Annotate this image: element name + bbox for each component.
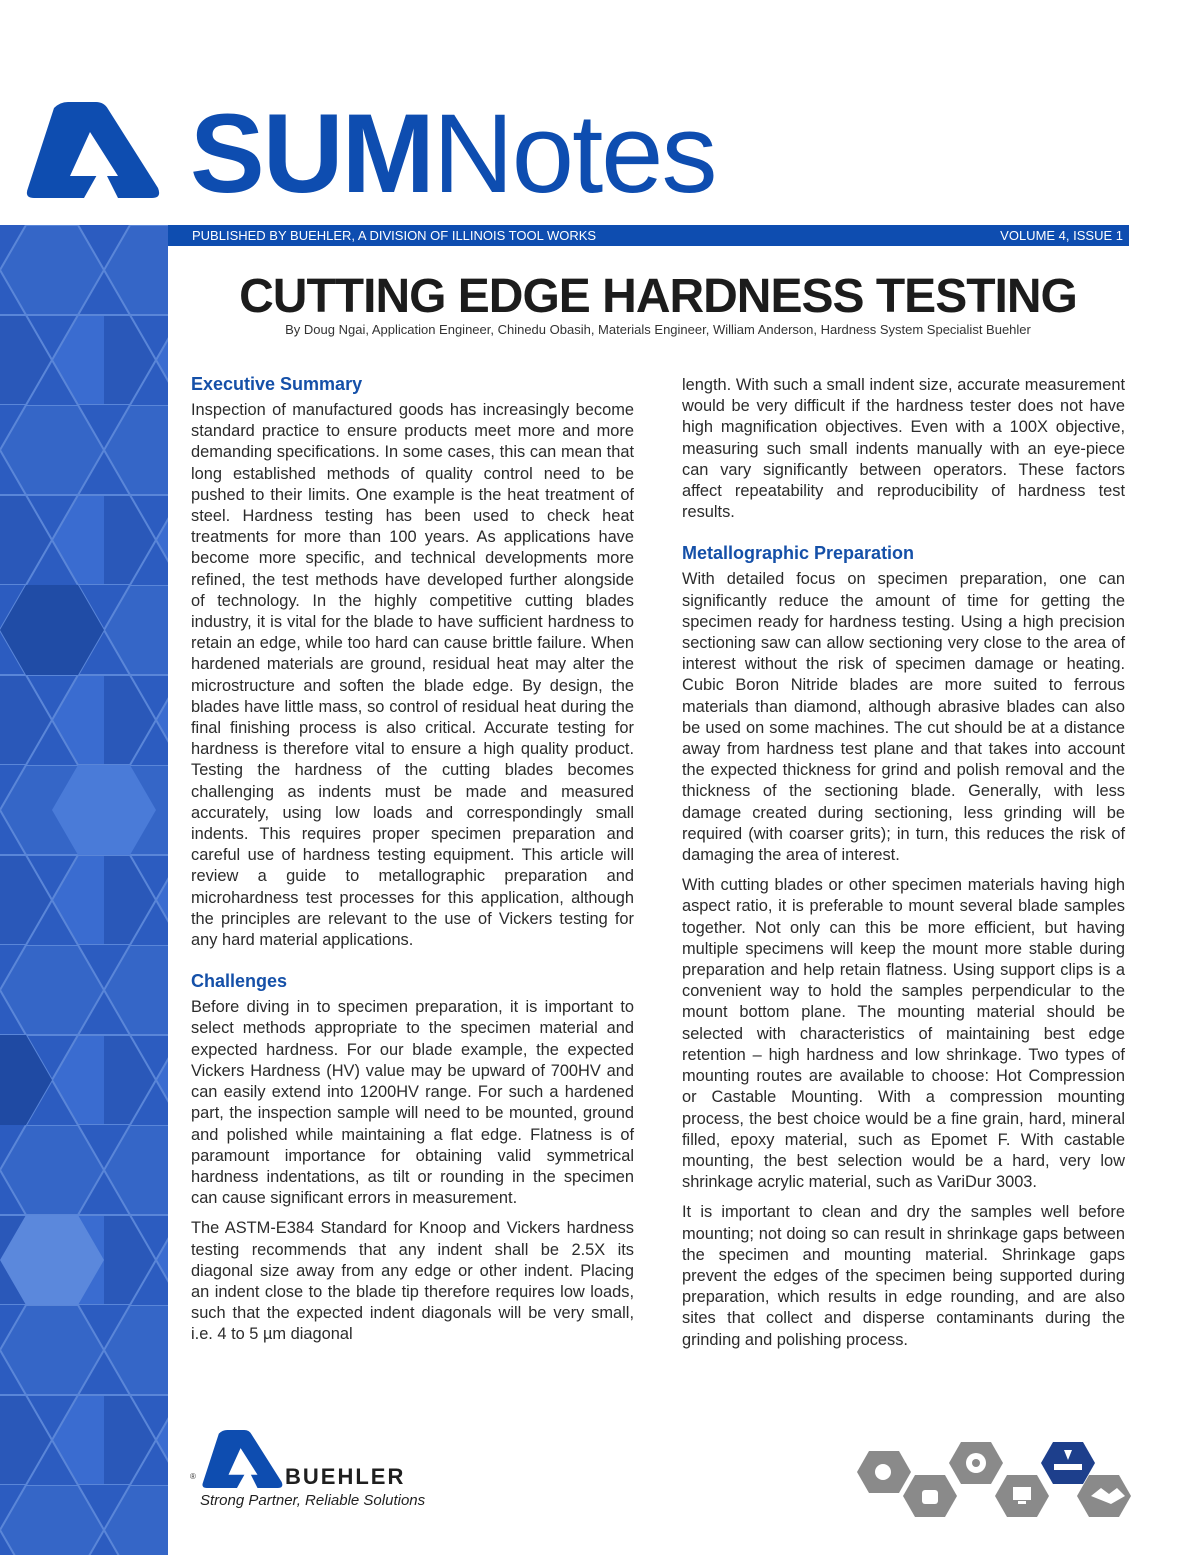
section-heading: Executive Summary [191, 374, 363, 394]
buehler-logo-icon [200, 1430, 286, 1488]
section-challenges [191, 969, 634, 1345]
process-icons [855, 1438, 1135, 1518]
paragraph: Inspection of manufactured goods has increasingly become standard practice to ensure products meet more and more demanding specifications. In some cases, this can mean that long established methods of quality control need to be pushed to their limits. One example is the heat treatment of steel. Hardness testing has been used to check heat treatments for more than 100 years. As applications have become more specific, and technical developments more refined, the test methods have developed further alongside of technology. In the highly competitive cutting blades industry, it is vital for the blade to have sufficient hardness to retain an edge, while too hard can cause brittle failure. When hardened materials are ground, residual heat may alter the microstructure and soften the blade edge. By design, the blades have little mass, so control of residual heat during the final finishing process is also critical. Accurate testing for hardness is therefore vital to ensure a high quality product. Testing the hardness of the cutting blades becomes challenging as indents must be made and measured accurately, using low loads and correspondingly small indents. This requires proper specimen preparation and careful use of hardness testing equipment. This article will review a guide to metallographic preparation and microhardness test processes for this application, although the principles are relevant to the use of Vickers testing for any hard material applications. [191, 401, 634, 950]
section-heading: Metallographic Preparation [682, 543, 915, 564]
hexagon-pattern [0, 225, 168, 1555]
brand-title [190, 84, 715, 224]
company-tagline: Strong Partner, Reliable Solutions [200, 1492, 426, 1509]
company-name: BUEHLER [285, 1464, 406, 1489]
sectioning-icon [857, 1451, 911, 1493]
volume-issue: VOLUME 4, ISSUE 1 [1000, 228, 1123, 243]
continued-paragraph [682, 375, 1125, 523]
brand-sum: SUM [190, 91, 433, 216]
left-column [191, 372, 634, 1364]
paragraph: With detailed focus on specimen preparation, one can significantly reduce the amount of time for getting the specimen ready for hardness testing. Using a high precision sectioning saw can allow sectioning very close to the area of interest without the risk of specimen damage or heating. Cubic Boron Nitride blades are more suited to ferrous materials than diamond, although abrasive blades can also be used on some machines. The cut should be at a distance away from hardness test plane and that takes into account the expected thickness for grind and polish removal and the thickness of the sectioning blade. Generally, with less damage created during sectioning, less grinding will be required (with coarser grits); in turn, this reduces the risk of damaging the area of interest. [682, 570, 1125, 865]
brand-notes: Notes [432, 91, 716, 216]
buehler-logo-icon [26, 102, 162, 198]
analysis-icon [995, 1475, 1049, 1517]
publisher-text: PUBLISHED BY BUEHLER, A DIVISION OF ILLINOIS TOOL WORKS [192, 228, 597, 243]
paragraph: It is important to clean and dry the samples well before mounting; not doing so can result in shrinkage gaps between the specimen and mounting material. Shrinkage gaps prevent the edges of the specimen being supported during preparation, which results in edge rounding, and are also sites that collect and disperse contaminants during the grinding and polishing process. [682, 1203, 1125, 1349]
section-executive-summary [191, 372, 634, 951]
hexagon-sidebar [0, 225, 168, 1555]
article-byline: By Doug Ngai, Application Engineer, Chinedu Obasih, Materials Engineer, William Anderson, Hardness System Specialist Buehler [285, 322, 1031, 337]
right-column [682, 375, 1125, 1369]
footer-logo [190, 1430, 450, 1512]
section-heading: Challenges [191, 971, 288, 992]
publisher-bar [168, 225, 1129, 246]
paragraph: length. With such a small indent size, accurate measurement would be very difficult if the hardness tester does not have high magnification objectives. Even with a 100X objective, measuring such small indents manually with an eye-piece can vary significantly between operators. These factors affect repeatability and reproducibility of hardness test results. [682, 376, 1125, 522]
handshake-icon [1077, 1475, 1131, 1517]
registered-mark: ® [190, 1472, 196, 1481]
hardness-testing-icon [1041, 1442, 1095, 1484]
mounting-icon [903, 1475, 957, 1517]
masthead [0, 0, 1200, 225]
grinding-polishing-icon [949, 1442, 1003, 1484]
paragraph: The ASTM-E384 Standard for Knoop and Vickers hardness testing recommends that any indent shall be 2.5X its diagonal size away from any edge or other indent. Placing an indent close to the blade tip therefore requires low loads, such that the expected indent diagonals will be very small, i.e. 4 to 5 µm diagonal [191, 1219, 634, 1344]
section-metallographic-preparation [682, 541, 1125, 1350]
article-title: CUTTING EDGE HARDNESS TESTING [239, 270, 1077, 323]
paragraph: With cutting blades or other specimen materials having high aspect ratio, it is preferable to mount several blade samples together. Not only can this be more efficient, but having multiple specimens will keep the mount more stable during preparation and help retain flatness. Using support clips is a convenient way to hold the samples perpendicular to the mount bottom plane. The mounting material should be selected with characteristics of maintaining best edge retention – high hardness and low shrinkage. Two types of mounting routes are available to choose: Hot Compression or Castable Mounting. With a compression mounting process, the best choice would be a fine grain, hard, mineral filled, epoxy material, such as Epomet F. With castable mounting, the best selection would be a hard, very low shrinkage acrylic material, such as VariDur 3003. [682, 876, 1125, 1192]
paragraph: Before diving in to specimen preparation, it is important to select methods appropriate to the specimen material and expected hardness. For our blade example, the expected Vickers Hardness (HV) value may be upward of 700HV and can easily extend into 1200HV range. For such a hardened part, the inspection sample will need to be mounted, ground and polished while maintaining a flat edge. Flatness is of paramount importance for obtaining valid symmetrical hardness indentations, as tilt or rounding in the specimen can cause significant errors in measurement. [191, 998, 634, 1208]
